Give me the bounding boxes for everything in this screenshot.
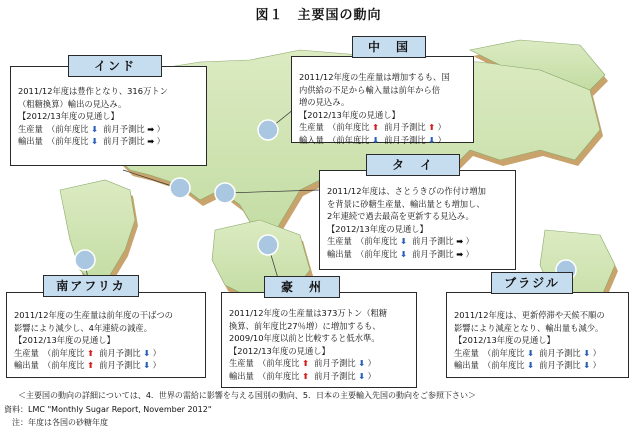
australia-text xyxy=(229,307,410,357)
india-text xyxy=(18,85,200,123)
arrow-down-icon: ⬇ xyxy=(527,360,535,371)
india-line-3: 【2012/13年度の見通し】 xyxy=(18,111,119,122)
prev-year-label: （前年度比 xyxy=(487,360,525,371)
australia-line-1: 2011/12年度の生産量は373万トン（粗糖 xyxy=(229,308,388,318)
australia-tag: 豪 州 xyxy=(264,276,340,298)
close-paren: ） xyxy=(592,360,601,371)
arrow-down-icon: ⬇ xyxy=(143,347,151,358)
china-line-2: 内供給の不足から輸入量は前年から倍 xyxy=(299,84,441,95)
arrow-up-icon: ⬆ xyxy=(87,347,95,358)
prev-year-label: （前年度比 xyxy=(47,360,85,371)
brazil-indicator-0 xyxy=(454,347,622,360)
close-paren: ） xyxy=(152,347,161,358)
thailand-line-2: を背景に砂糖生産量、輸出量とも増加し、 xyxy=(327,198,485,209)
arrow-up-icon: ⬆ xyxy=(302,358,310,369)
australia-info-box xyxy=(221,292,417,388)
brazil-indicator-label: 輸出量 xyxy=(454,360,488,371)
marker-south-africa xyxy=(75,250,95,270)
close-paren: ） xyxy=(152,360,161,371)
south-africa-text xyxy=(14,309,199,347)
prev-month-label: 前月予測比 xyxy=(311,358,356,369)
prev-month-label: 前月予測比 xyxy=(381,134,426,145)
brazil-line-3: 【2012/13年度の見通し】 xyxy=(454,335,555,346)
australia-indicator-label: 輸出量 xyxy=(229,370,263,381)
india-indicator-label: 生産量 xyxy=(18,123,52,134)
china-indicator-1 xyxy=(299,134,467,147)
arrow-up-icon: ⬆ xyxy=(428,122,436,133)
close-paren: ） xyxy=(465,248,474,259)
prev-month-label: 前月予測比 xyxy=(409,248,454,259)
india-indicator-0 xyxy=(18,123,200,136)
australia-indicator-0 xyxy=(229,357,410,370)
prev-month-label: 前月予測比 xyxy=(311,370,356,381)
thailand-line-3: 2年連続で過去最高を更新する見込み。 xyxy=(327,211,474,222)
close-paren: ） xyxy=(437,122,446,133)
arrow-up-icon: ⬆ xyxy=(372,122,380,133)
thailand-text xyxy=(327,185,509,235)
arrow-down-icon: ⬇ xyxy=(583,347,591,358)
brazil-line-2: 影響により減産となり、輸出量も減少。 xyxy=(454,322,604,333)
arrow-down-icon: ⬇ xyxy=(400,236,408,247)
south-africa-indicator-1 xyxy=(14,359,199,372)
arrow-right-icon: ➡ xyxy=(456,248,464,259)
arrow-right-icon: ➡ xyxy=(147,123,155,134)
footer-note: ＜主要国の動向の詳細については、4．世界の需給に影響を与える国別の動向、5．日本の主要輸入先国の動向をご参照下さい＞ xyxy=(18,391,477,400)
prev-year-label: （前年度比 xyxy=(262,358,300,369)
arrow-down-icon: ⬇ xyxy=(143,360,151,371)
prev-year-label: （前年度比 xyxy=(332,134,370,145)
brazil-tag: ブラジル xyxy=(491,272,573,294)
marker-india xyxy=(170,178,190,198)
brazil-line-1: 2011/12年度は、更新停滞や天候不順の xyxy=(454,310,605,320)
arrow-down-icon: ⬇ xyxy=(91,136,99,147)
south-africa-indicator-label: 輸出量 xyxy=(14,360,48,371)
close-paren: ） xyxy=(156,136,165,147)
arrow-down-icon: ⬇ xyxy=(583,360,591,371)
south-africa-line-1: 2011/12年度の生産量は前年度の干ばつの xyxy=(14,310,173,320)
marker-australia xyxy=(258,235,278,255)
brazil-indicator-label: 生産量 xyxy=(454,347,488,358)
arrow-down-icon: ⬇ xyxy=(358,370,366,381)
prev-year-label: （前年度比 xyxy=(332,122,370,133)
australia-indicator-label: 生産量 xyxy=(229,358,263,369)
arrow-down-icon: ⬇ xyxy=(358,358,366,369)
south-africa-tag: 南アフリカ xyxy=(43,275,139,297)
arrow-up-icon: ⬆ xyxy=(87,360,95,371)
china-line-3: 増の見込み。 xyxy=(299,97,350,108)
australia-line-2: 換算、前年度比27％増）に増加するも、 xyxy=(229,320,381,331)
thailand-info-box xyxy=(319,170,516,270)
prev-month-label: 前月予測比 xyxy=(409,236,454,247)
prev-year-label: （前年度比 xyxy=(47,347,85,358)
china-tag: 中 国 xyxy=(352,36,426,58)
thailand-line-1: 2011/12年度は、さとうきびの作付け増加 xyxy=(327,186,486,196)
close-paren: ） xyxy=(156,123,165,134)
arrow-down-icon: ⬇ xyxy=(400,248,408,259)
close-paren: ） xyxy=(592,347,601,358)
india-info-box xyxy=(10,66,207,166)
australia-line-4: 【2012/13年度の見通し】 xyxy=(229,345,330,356)
footer-source: 資料：LMC "Monthly Sugar Report, November 2012" xyxy=(4,405,212,414)
thailand-tag: タ イ xyxy=(366,154,460,176)
close-paren: ） xyxy=(367,358,376,369)
brazil-text xyxy=(454,309,622,347)
australia-indicator-1 xyxy=(229,370,410,383)
prev-month-label: 前月予測比 xyxy=(536,347,581,358)
china-info-box xyxy=(291,56,474,143)
thailand-indicator-0 xyxy=(327,235,509,248)
prev-year-label: （前年度比 xyxy=(360,248,398,259)
close-paren: ） xyxy=(437,134,446,145)
china-line-4: 【2012/13年度の見通し】 xyxy=(299,109,400,120)
south-africa-indicator-label: 生産量 xyxy=(14,347,48,358)
arrow-up-icon: ⬆ xyxy=(302,370,310,381)
prev-year-label: （前年度比 xyxy=(51,123,89,134)
south-africa-line-2: 影響により減少し、4年連続の減産。 xyxy=(14,322,153,333)
thailand-indicator-1 xyxy=(327,248,509,261)
china-indicator-label: 輸入量 xyxy=(299,134,333,145)
arrow-right-icon: ➡ xyxy=(147,136,155,147)
brazil-indicator-1 xyxy=(454,359,622,372)
south-africa-line-3: 【2012/13年度の見通し】 xyxy=(14,335,115,346)
prev-month-label: 前月予測比 xyxy=(100,136,145,147)
arrow-down-icon: ⬇ xyxy=(527,347,535,358)
marker-china xyxy=(258,120,278,140)
prev-month-label: 前月予測比 xyxy=(381,122,426,133)
thailand-indicator-label: 輸出量 xyxy=(327,248,361,259)
footer-remark: 注：年度は各国の砂糖年度 xyxy=(4,418,108,427)
arrow-down-icon: ⬇ xyxy=(91,123,99,134)
brazil-info-box xyxy=(446,292,629,378)
china-text xyxy=(299,71,467,121)
arrow-down-icon: ⬇ xyxy=(372,134,380,145)
prev-year-label: （前年度比 xyxy=(51,136,89,147)
thailand-indicator-label: 生産量 xyxy=(327,236,361,247)
close-paren: ） xyxy=(367,370,376,381)
marker-thailand xyxy=(215,183,235,203)
china-indicator-0 xyxy=(299,121,467,134)
china-line-1: 2011/12年度の生産量は増加するも、国 xyxy=(299,72,450,82)
australia-line-3: 2009/10年度以前と比較すると低水準。 xyxy=(229,333,380,344)
prev-year-label: （前年度比 xyxy=(487,347,525,358)
south-africa-info-box xyxy=(6,292,206,378)
india-tag: インド xyxy=(68,55,162,77)
arrow-down-icon: ⬇ xyxy=(428,134,436,145)
prev-year-label: （前年度比 xyxy=(262,370,300,381)
china-indicator-label: 生産量 xyxy=(299,122,333,133)
india-line-2: （粗糖換算）輸出の見込み。 xyxy=(18,98,127,109)
south-africa-indicator-0 xyxy=(14,347,199,360)
india-indicator-label: 輸出量 xyxy=(18,136,52,147)
india-indicator-1 xyxy=(18,135,200,148)
prev-month-label: 前月予測比 xyxy=(100,123,145,134)
prev-month-label: 前月予測比 xyxy=(536,360,581,371)
india-line-1: 2011/12年度は豊作となり、316万トン xyxy=(18,86,168,96)
close-paren: ） xyxy=(465,236,474,247)
arrow-right-icon: ➡ xyxy=(456,236,464,247)
figure-title: 図１ 主要国の動向 xyxy=(255,8,382,23)
prev-year-label: （前年度比 xyxy=(360,236,398,247)
prev-month-label: 前月予測比 xyxy=(96,347,141,358)
thailand-line-4: 【2012/13年度の見通し】 xyxy=(327,223,428,234)
prev-month-label: 前月予測比 xyxy=(96,360,141,371)
